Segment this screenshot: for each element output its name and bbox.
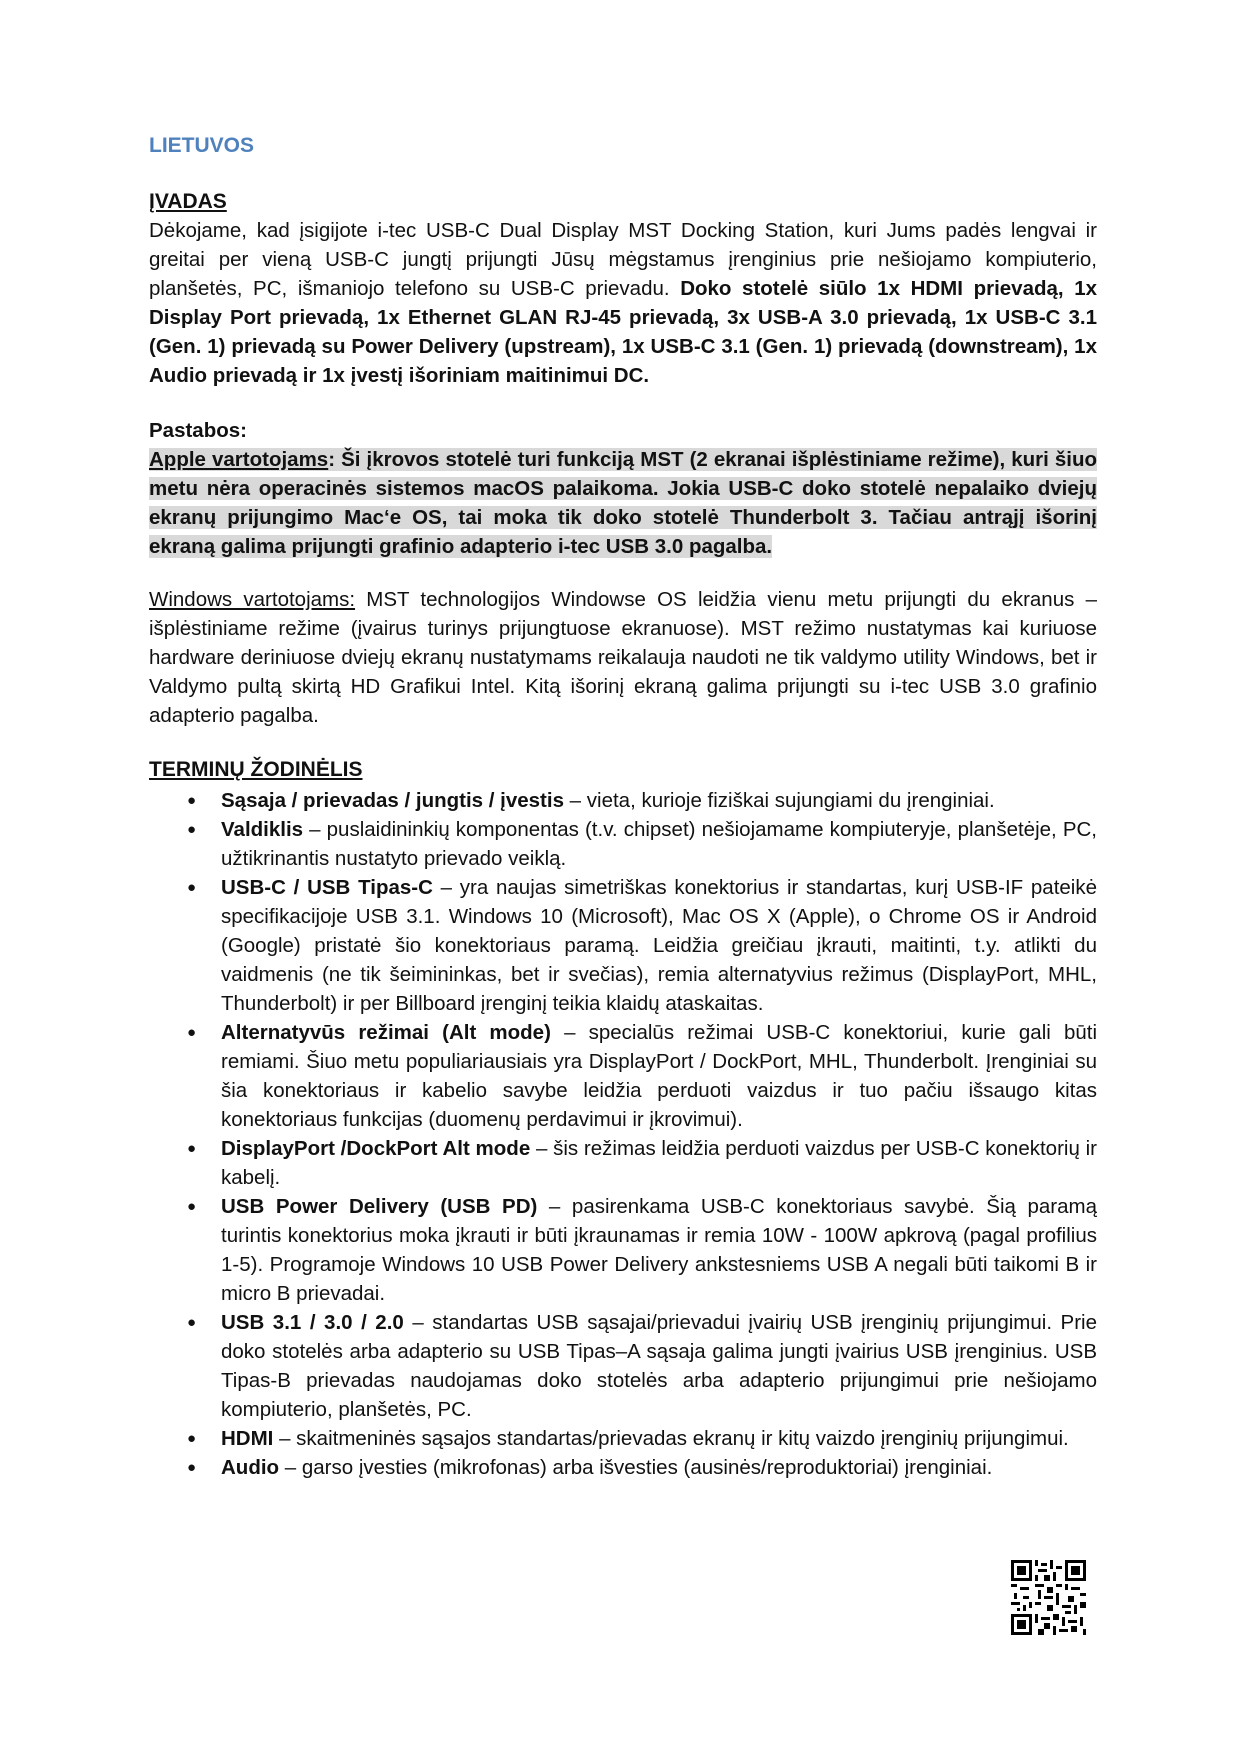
glossary-desc: – skaitmeninės sąsajos standartas/prievadas ekranų ir kitų vaizdo įrenginių prijungimui. [273,1427,1069,1450]
glossary-desc: – standartas USB sąsajai/prievadui įvairių USB įrenginių prijungimui. Prie doko stotelės arba adapterio su USB Tipas–A sąsaja galima jungti įvairius USB įrenginius. USB Tipas-B prievadas naudojamas doko stotelės arba adapterio prijungimui prie nešiojamo kompiuterio, planšetės, PC. [221,1311,1097,1421]
qr-code-icon [1011,1560,1086,1635]
glossary-section [149,756,1097,1482]
glossary-desc: – pasirenkama USB-C konektoriaus savybė. Šią paramą turintis konektorius moka įkrauti ir būti įkraunamas ir remia 10W - 100W apkrovą (pagal profilius 1-5). Programoje Windows 10 USB Power Delivery ankstesniems USB A negali būti taikomi B ir micro B prievadai. [221,1195,1098,1305]
glossary-item [221,873,1097,1018]
intro-text: Dėkojame, kad įsigijote i-tec USB-C Dual Display MST Docking Station, kuri Jums padės lengvai ir greitai per vieną USB-C jungtį prijungti Jūsų mėgstamus įrenginius prie nešiojamo kompiuterio, planšetės, PC, išmaniojo telefono su USB-C prievadu. [149,219,1097,300]
glossary-heading: TERMINŲ ŽODINĖLIS [149,758,363,781]
glossary-item [221,1453,1097,1482]
glossary-term: Audio [221,1456,280,1479]
intro-heading: ĮVADAS [149,190,227,213]
glossary-term: Valdiklis [221,818,304,841]
glossary-item [221,1192,1097,1308]
language-header: LIETUVOS [149,134,255,157]
glossary-item [221,1134,1097,1192]
notes-section [149,416,1097,561]
glossary-item [221,815,1097,873]
glossary-desc: – garso įvesties (mikrofonas) arba išvesties (ausinės/reproduktoriai) įrenginiai. [279,1456,993,1479]
windows-note-text: MST technologijos Windowse OS leidžia vienu metu prijungti du ekranus – išplėstiniame režime (įvairus turinys prijungtuose ekranuose). MST režimo nustatymas kai kuriuose hardware deriniuose dviejų ekranų nustatymams reikalauja naudoti ne tik valdymo utility Windows, bet ir Valdymo pultą skirtą HD Grafikui Intel. Kitą išorinį ekraną galima prijungti su i-tec USB 3.0 grafinio adapterio pagalba. [149,588,1097,727]
glossary-item [221,1424,1097,1453]
glossary-list [149,786,1097,1482]
glossary-term: USB-C / USB Tipas-C [221,876,433,899]
glossary-term: USB 3.1 / 3.0 / 2.0 [221,1311,404,1334]
glossary-item [221,786,1097,815]
apple-note-label: Apple vartotojams [149,448,329,471]
glossary-desc: – yra naujas simetriškas konektorius ir standartas, kurį USB-IF pateikė specifikacijoje USB 3.1. Windows 10 (Microsoft), Mac OS X (Apple), o Chrome OS ir Android (Google) pristatė šio konektoriaus paramą. Leidžia greičiau įkrauti, maitinti, t.y. atlikti du vaidmenis (ne tik šeimininkas, bet ir svečias), remia alternatyvius režimus (DisplayPort, MHL, Thunderbolt) ir per Billboard įrenginį teikia klaidų ataskaitas. [221,876,1098,1015]
windows-note [149,585,1097,730]
intro-ports-text: Doko stotelė siūlo 1x HDMI prievadą, 1x Display Port prievadą, 1x Ethernet GLAN RJ-45 prievadą, 3x USB-A 3.0 prievadą, 1x USB-C 3.1 (Gen. 1) prievadą su Power Delivery (upstream), 1x USB-C 3.1 (Gen. 1) prievadą (downstream), 1x Audio prievadą ir 1x įvestį išoriniam maitinimui DC. [149,277,1097,387]
glossary-desc: – vieta, kurioje fiziškai sujungiami du įrenginiai. [563,789,995,812]
glossary-item [221,1308,1097,1424]
glossary-term: Sąsaja / prievadas / jungtis / įvestis [221,789,564,812]
apple-note-highlight [149,448,1097,558]
windows-note-label: Windows vartotojams: [149,588,356,611]
glossary-desc: – šis režimas leidžia perduoti vaizdus per USB-C konektorių ir kabelį. [221,1137,1097,1189]
apple-note [149,445,1097,561]
apple-note-text: : Ši įkrovos stotelė turi funkciją MST (2 ekranai išplėstiniame režime), kuri šiuo metu nėra operacinės sistemos macOS palaikoma. Jokia USB-C doko stotelė nepalaiko dviejų ekranų prijungimo Mac‘e OS, tai moka tik doko stotelė Thunderbolt 3. Tačiau antrąjį išorinį ekraną galima prijungti grafinio adapterio i-tec USB 3.0 pagalba. [149,448,1097,558]
glossary-term: Alternatyvūs režimai (Alt mode) [221,1021,551,1044]
glossary-desc: – specialūs režimai USB-C konektoriui, kurie gali būti remiami. Šiuo metu populiariausiais yra DisplayPort / DockPort, MHL, Thunderbolt. Įrenginiai su šia konektoriaus ir kabelio savybe leidžia perduoti vaizdus ir tuo pačiu išsaugo kitas konektoriaus funkcijas (duomenų perdavimui ir įkrovimui). [221,1021,1097,1131]
glossary-desc: – puslaidininkių komponentas (t.v. chipset) nešiojamame kompiuteryje, planšetėje, PC, užtikrinantis nustatyto prievado veiklą. [221,818,1097,870]
glossary-term: HDMI [221,1427,274,1450]
glossary-term: USB Power Delivery (USB PD) [221,1195,538,1218]
glossary-term: DisplayPort /DockPort Alt mode [221,1137,531,1160]
notes-heading: Pastabos: [149,419,247,442]
intro-paragraph [149,216,1097,390]
document-page [149,134,1097,1482]
glossary-item [221,1018,1097,1134]
